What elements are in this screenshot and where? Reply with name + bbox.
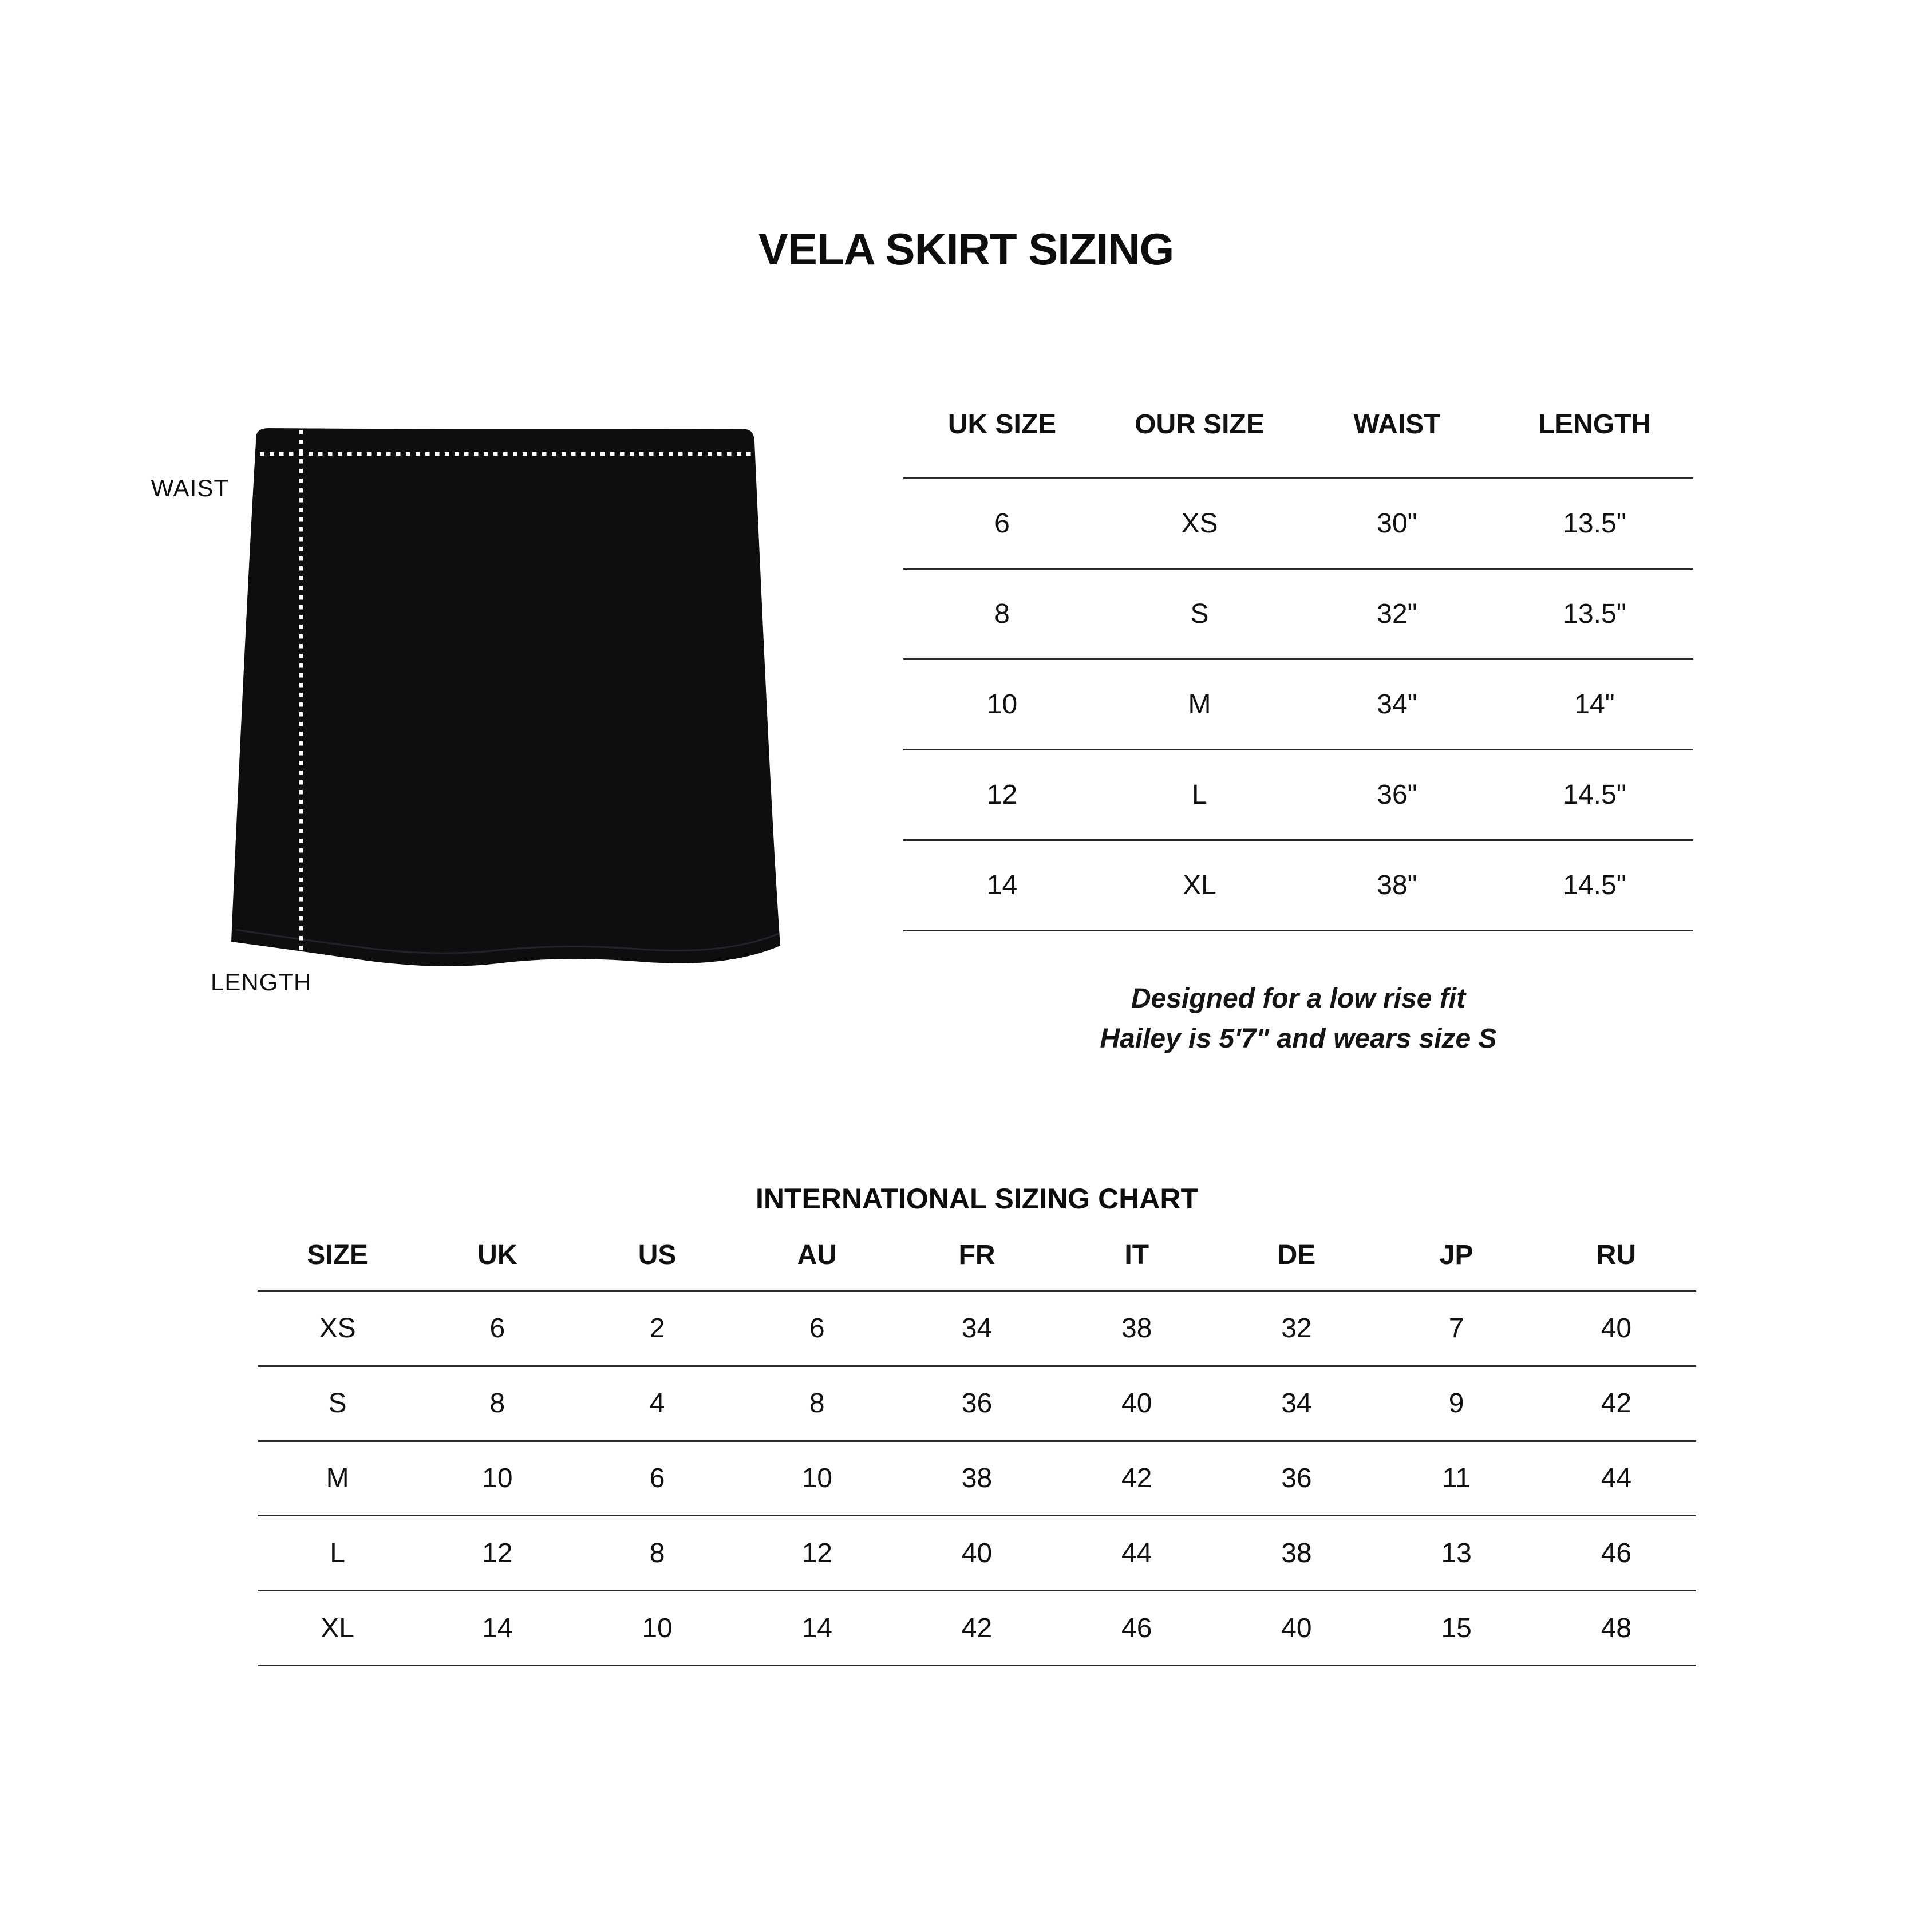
table-cell: 10 xyxy=(642,1613,673,1643)
table-cell: 6 xyxy=(649,1463,665,1494)
int-table-header: AU xyxy=(797,1239,837,1270)
size-table-header: WAIST xyxy=(1353,409,1441,440)
table-cell: 30" xyxy=(1377,508,1417,539)
table-cell: 36 xyxy=(961,1388,993,1419)
size-table-header: OUR SIZE xyxy=(1135,409,1265,440)
table-cell: 14 xyxy=(482,1613,513,1643)
table-cell: 42 xyxy=(1121,1463,1152,1494)
table-cell: 14.5" xyxy=(1563,780,1626,810)
table-cell: 36" xyxy=(1377,780,1417,810)
table-cell: 6 xyxy=(489,1313,505,1344)
table-cell: 8 xyxy=(489,1388,505,1419)
table-cell: 13.5" xyxy=(1563,599,1626,629)
table-cell: 4 xyxy=(649,1388,665,1419)
table-cell: 32 xyxy=(1281,1313,1312,1344)
table-cell: 40 xyxy=(1281,1613,1312,1643)
table-cell: 40 xyxy=(1121,1388,1152,1419)
table-cell: 6 xyxy=(994,508,1010,539)
table-row xyxy=(903,750,1693,841)
table-cell: 6 xyxy=(809,1313,825,1344)
table-cell: L xyxy=(1192,780,1207,810)
table-cell: XL xyxy=(321,1613,354,1643)
table-cell: 2 xyxy=(649,1313,665,1344)
size-table-header-row xyxy=(903,401,1693,479)
table-cell: 42 xyxy=(961,1613,993,1643)
table-cell: 46 xyxy=(1121,1613,1152,1643)
size-table xyxy=(903,401,1693,931)
table-cell: 8 xyxy=(809,1388,825,1419)
table-cell: 7 xyxy=(1448,1313,1464,1344)
table-cell: 44 xyxy=(1601,1463,1632,1494)
table-cell: 14.5" xyxy=(1563,870,1626,900)
table-cell: 9 xyxy=(1448,1388,1464,1419)
size-table-header: LENGTH xyxy=(1538,409,1652,440)
table-row xyxy=(903,570,1693,660)
table-cell: 40 xyxy=(1601,1313,1632,1344)
table-row xyxy=(258,1591,1696,1666)
int-table-header: US xyxy=(638,1239,677,1270)
table-cell: 13.5" xyxy=(1563,508,1626,539)
table-cell: 12 xyxy=(801,1538,832,1568)
table-cell: 13 xyxy=(1441,1538,1472,1568)
table-cell: 40 xyxy=(961,1538,993,1568)
int-table-header: DE xyxy=(1277,1239,1316,1270)
int-table-header: JP xyxy=(1439,1239,1473,1270)
table-cell: 8 xyxy=(649,1538,665,1568)
table-cell: 46 xyxy=(1601,1538,1632,1568)
fit-note xyxy=(903,979,1693,1059)
table-cell: 14 xyxy=(986,870,1018,900)
table-cell: M xyxy=(326,1463,349,1494)
fit-note-line2: Hailey is 5'7" and wears size S xyxy=(1100,1024,1497,1054)
page-title: VELA SKIRT SIZING xyxy=(758,224,1174,275)
table-cell: 12 xyxy=(482,1538,513,1568)
international-chart-title: INTERNATIONAL SIZING CHART xyxy=(755,1183,1199,1215)
table-cell: S xyxy=(1190,599,1209,629)
waist-label: WAIST xyxy=(151,475,229,501)
table-cell: 10 xyxy=(986,689,1018,720)
table-cell: 38 xyxy=(961,1463,993,1494)
table-row xyxy=(903,841,1693,931)
table-cell: 32" xyxy=(1377,599,1417,629)
table-cell: 34" xyxy=(1377,689,1417,720)
table-cell: XS xyxy=(319,1313,356,1344)
table-cell: 10 xyxy=(482,1463,513,1494)
int-table-header: RU xyxy=(1596,1239,1637,1270)
table-cell: 34 xyxy=(1281,1388,1312,1419)
table-cell: 14" xyxy=(1574,689,1615,720)
length-label: LENGTH xyxy=(211,969,312,995)
table-cell: 12 xyxy=(986,780,1018,810)
table-row xyxy=(258,1516,1696,1591)
skirt-image xyxy=(218,412,801,973)
table-row xyxy=(258,1367,1696,1442)
table-cell: 34 xyxy=(961,1313,993,1344)
int-table-header: UK xyxy=(477,1239,517,1270)
table-cell: 44 xyxy=(1121,1538,1152,1568)
table-cell: 38" xyxy=(1377,870,1417,900)
table-cell: 38 xyxy=(1121,1313,1152,1344)
table-cell: 11 xyxy=(1442,1463,1471,1494)
fit-note-line1: Designed for a low rise fit xyxy=(1131,983,1466,1014)
international-size-table xyxy=(258,1219,1696,1666)
int-table-header: SIZE xyxy=(307,1239,368,1270)
table-cell: 8 xyxy=(994,599,1010,629)
table-cell: L xyxy=(330,1538,345,1568)
table-cell: 36 xyxy=(1281,1463,1312,1494)
international-table-header-row xyxy=(258,1219,1696,1292)
table-cell: 14 xyxy=(801,1613,832,1643)
table-cell: M xyxy=(1188,689,1211,720)
table-cell: 42 xyxy=(1601,1388,1632,1419)
skirt-shape xyxy=(231,428,780,966)
size-table-header: UK SIZE xyxy=(947,409,1057,440)
table-row xyxy=(903,660,1693,750)
table-cell: 10 xyxy=(801,1463,832,1494)
table-cell: 15 xyxy=(1441,1613,1472,1643)
table-cell: 38 xyxy=(1281,1538,1312,1568)
table-cell: 48 xyxy=(1601,1613,1632,1643)
table-row xyxy=(903,479,1693,570)
int-table-header: FR xyxy=(958,1239,995,1270)
int-table-header: IT xyxy=(1124,1239,1149,1270)
table-cell: S xyxy=(328,1388,347,1419)
table-row xyxy=(258,1292,1696,1367)
table-cell: XS xyxy=(1181,508,1218,539)
table-cell: XL xyxy=(1183,870,1216,900)
table-row xyxy=(258,1442,1696,1517)
